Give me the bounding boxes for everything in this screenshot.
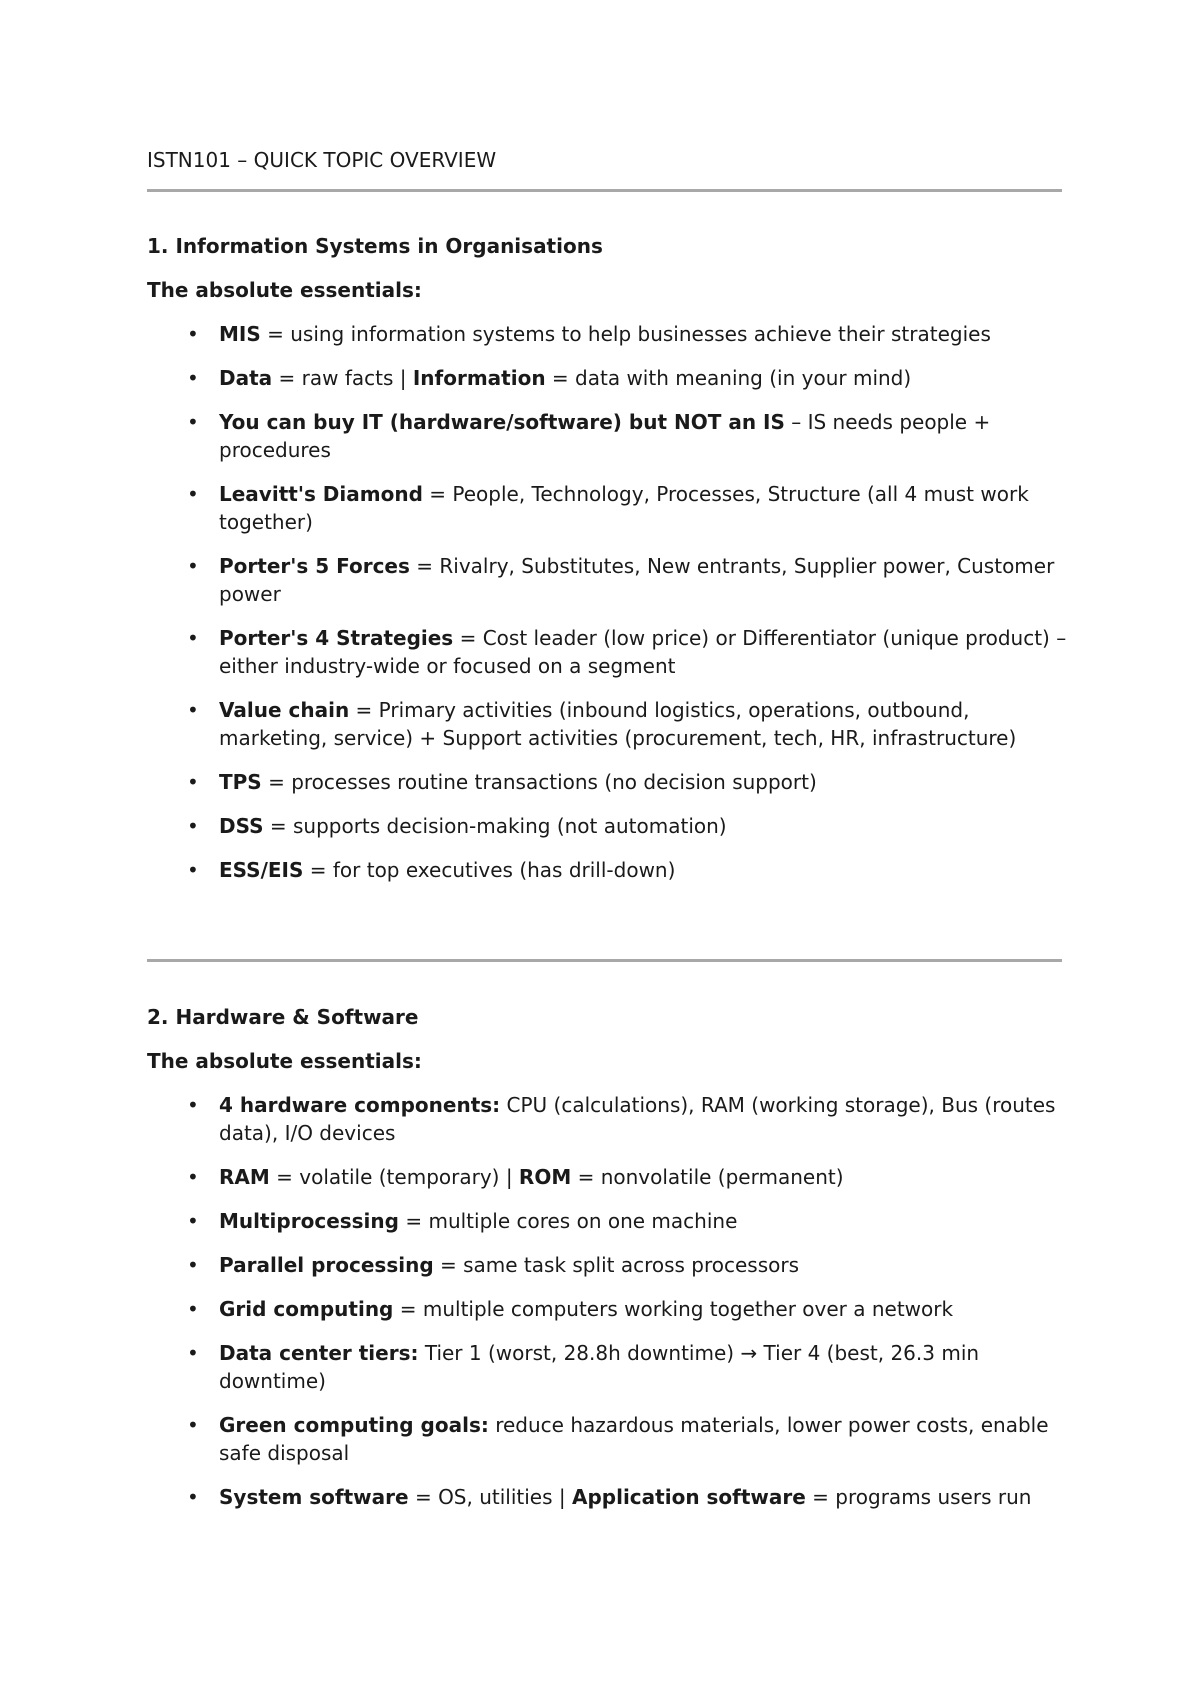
list-item [147,812,1069,840]
title-divider [147,189,1062,192]
bullet-icon: • [187,1209,199,1233]
list-item [147,696,1069,752]
list-item [147,552,1069,608]
definition: = multiple cores on one machine [398,1209,738,1233]
definition: = multiple computers working together over a network [393,1297,954,1321]
bullet-list [147,320,1067,884]
section-information-systems [147,232,1067,900]
bullet-icon: • [187,482,199,506]
document-title: ISTN101 – QUICK TOPIC OVERVIEW [147,148,497,172]
definition: = same task split across processors [433,1253,800,1277]
bullet-icon: • [187,1297,199,1321]
bullet-icon: • [187,410,199,434]
term: Parallel processing [219,1253,434,1277]
term: Value chain [219,698,350,722]
bullet-icon: • [187,554,199,578]
definition: = supports decision-making (not automation) [263,814,727,838]
section-heading: 2. Hardware & Software [147,1005,419,1029]
bullet-icon: • [187,1485,199,1509]
term: Grid computing [219,1297,394,1321]
essentials-label: The absolute essentials: [147,278,422,302]
list-item [147,1163,1069,1191]
definition: = Primary activities (inbound logistics, operations, outbound, marketing, service) + Support activities (procurement, tech, HR, infrastructure) [219,698,1017,750]
list-item [147,624,1069,680]
list-item [147,1411,1069,1467]
term: ROM [518,1165,572,1189]
definition: = programs users run [805,1485,1032,1509]
term: Data center tiers: [219,1341,419,1365]
definition: = volatile (temporary) | [269,1165,519,1189]
bullet-icon: • [187,1413,199,1437]
definition: = using information systems to help businesses achieve their strategies [260,322,991,346]
bullet-icon: • [187,858,199,882]
list-item [147,1339,1069,1395]
essentials-label: The absolute essentials: [147,1049,422,1073]
term: ESS/EIS [219,858,304,882]
list-item [147,1091,1069,1147]
bullet-icon: • [187,1165,199,1189]
list-item [147,480,1069,536]
term: Information [412,366,546,390]
bullet-icon: • [187,770,199,794]
term: System software [219,1485,409,1509]
definition: = for top executives (has drill-down) [303,858,676,882]
definition: = People, Technology, Processes, Structure (all 4 must work together) [219,482,1029,534]
bullet-icon: • [187,814,199,838]
bullet-icon: • [187,698,199,722]
term: MIS [219,322,261,346]
bullet-icon: • [187,366,199,390]
term: RAM [219,1165,270,1189]
bullet-icon: • [187,1093,199,1117]
list-item [147,320,1069,348]
list-item [147,1207,1069,1235]
term: Application software [571,1485,806,1509]
list-item [147,768,1069,796]
term: Porter's 4 Strategies [219,626,454,650]
definition: = OS, utilities | [408,1485,572,1509]
section-heading: 1. Information Systems in Organisations [147,234,603,258]
definition: CPU (calculations), RAM (working storage), Bus (routes data), I/O devices [219,1093,1056,1145]
bullet-list [147,1091,1062,1511]
definition: = Rivalry, Substitutes, New entrants, Supplier power, Customer power [219,554,1055,606]
list-item [147,856,1069,884]
bullet-icon: • [187,1341,199,1365]
term: 4 hardware components: [219,1093,501,1117]
section-divider [147,959,1062,962]
definition: = data with meaning (in your mind) [545,366,912,390]
list-item [147,364,1069,392]
list-item [147,1251,1069,1279]
definition: Tier 1 (worst, 28.8h downtime) → Tier 4 (best, 26.3 min downtime) [219,1341,980,1393]
bullet-icon: • [187,626,199,650]
term: Porter's 5 Forces [219,554,410,578]
list-item [147,1295,1069,1323]
list-item [147,1483,1069,1511]
term: Data [219,366,273,390]
term: TPS [219,770,262,794]
definition: = processes routine transactions (no decision support) [261,770,817,794]
term: Leavitt's Diamond [219,482,423,506]
definition: = raw facts | [272,366,413,390]
section-hardware-software [147,1003,1062,1527]
definition: reduce hazardous materials, lower power costs, enable safe disposal [219,1413,1049,1465]
term: You can buy IT (hardware/software) but NOT an IS [219,410,785,434]
term: Multiprocessing [219,1209,399,1233]
definition: – IS needs people + procedures [219,410,991,462]
definition: = nonvolatile (permanent) [571,1165,844,1189]
term: DSS [219,814,264,838]
bullet-icon: • [187,1253,199,1277]
list-item [147,408,1069,464]
definition: = Cost leader (low price) or Differentiator (unique product) – either industry-wide or focused on a segment [219,626,1067,678]
bullet-icon: • [187,322,199,346]
term: Green computing goals: [219,1413,489,1437]
